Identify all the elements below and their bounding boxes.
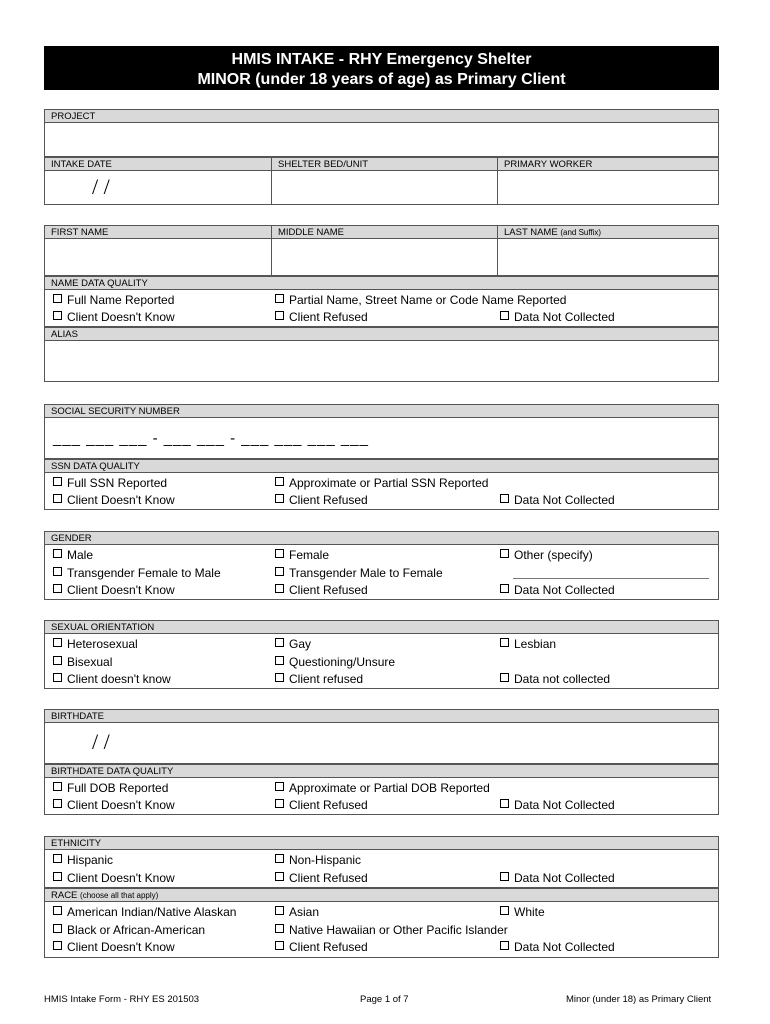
checkbox-icon	[53, 311, 62, 320]
ssn-quality-label: SSN DATA QUALITY	[44, 459, 719, 473]
first-name-label: FIRST NAME	[44, 225, 271, 239]
checkbox-icon	[53, 584, 62, 593]
shelter-bed-label: SHELTER BED/UNIT	[271, 157, 497, 171]
birthdate-slashes: / /	[92, 729, 110, 754]
checkbox-icon	[53, 673, 62, 682]
checkbox-option[interactable]	[500, 637, 556, 651]
gender-label: GENDER	[44, 531, 719, 545]
orientation-section	[44, 620, 719, 689]
option-label: Client Refused	[289, 493, 368, 507]
option-label: Approximate or Partial SSN Reported	[289, 476, 489, 490]
checkbox-icon	[275, 673, 284, 682]
checkbox-option[interactable]	[275, 853, 361, 867]
checkbox-icon	[275, 854, 284, 863]
checkbox-option[interactable]	[53, 655, 112, 669]
checkbox-icon	[53, 941, 62, 950]
checkbox-option[interactable]	[53, 493, 175, 507]
checkbox-icon	[500, 941, 509, 950]
checkbox-option[interactable]	[275, 293, 566, 307]
birthdate-quality-options	[44, 778, 719, 815]
race-label-note: (choose all that apply)	[80, 891, 159, 900]
option-label: Approximate or Partial DOB Reported	[289, 781, 490, 795]
option-label: Client refused	[289, 672, 364, 686]
option-label: Data Not Collected	[514, 940, 615, 954]
checkbox-icon	[53, 854, 62, 863]
birthdate-quality-label: BIRTHDATE DATA QUALITY	[44, 764, 719, 778]
option-label: Client Doesn't Know	[67, 493, 175, 507]
project-section	[44, 109, 719, 157]
checkbox-option[interactable]	[275, 672, 363, 686]
checkbox-icon	[53, 549, 62, 558]
footer-form-type: Minor (under 18) as Primary Client	[566, 994, 712, 1005]
option-label: Gay	[289, 637, 312, 651]
first-name-field[interactable]	[44, 239, 271, 276]
checkbox-icon	[275, 799, 284, 808]
checkbox-icon	[500, 673, 509, 682]
checkbox-option[interactable]	[275, 871, 368, 885]
option-label: Bisexual	[67, 655, 113, 669]
checkbox-option[interactable]	[500, 548, 593, 562]
checkbox-option[interactable]	[53, 566, 221, 580]
middle-name-label: MIDDLE NAME	[271, 225, 497, 239]
checkbox-icon	[275, 584, 284, 593]
option-label: Questioning/Unsure	[289, 655, 396, 669]
checkbox-option[interactable]	[275, 798, 368, 812]
checkbox-icon	[500, 638, 509, 647]
ssn-section	[44, 404, 719, 510]
project-label: PROJECT	[44, 109, 719, 123]
footer-page-number: Page 1 of 7	[360, 994, 409, 1005]
intake-date-label: INTAKE DATE	[44, 157, 271, 171]
shelter-bed-field[interactable]	[271, 171, 497, 205]
race-label	[44, 888, 719, 902]
name-quality-label: NAME DATA QUALITY	[44, 276, 719, 290]
option-label: Data not collected	[514, 672, 611, 686]
footer-form-id: HMIS Intake Form - RHY ES 201503	[44, 994, 200, 1005]
checkbox-icon	[53, 494, 62, 503]
checkbox-option[interactable]	[53, 637, 138, 651]
checkbox-option[interactable]	[53, 940, 175, 954]
checkbox-option[interactable]	[53, 548, 93, 562]
checkbox-option[interactable]	[500, 672, 610, 686]
checkbox-icon	[275, 477, 284, 486]
option-label: Client Doesn't Know	[67, 310, 175, 324]
intake-date-slashes: / /	[92, 174, 110, 199]
name-quality-options	[44, 290, 719, 327]
option-label: White	[514, 905, 545, 919]
checkbox-icon	[275, 494, 284, 503]
option-label: Client Refused	[289, 310, 368, 324]
checkbox-icon	[275, 311, 284, 320]
checkbox-option[interactable]	[275, 655, 395, 669]
checkbox-icon	[275, 549, 284, 558]
ssn-field[interactable]	[44, 418, 719, 459]
orientation-label: SEXUAL ORIENTATION	[44, 620, 719, 634]
gender-section	[44, 531, 719, 600]
alias-label: ALIAS	[44, 327, 719, 341]
option-label: Client Doesn't Know	[67, 798, 175, 812]
checkbox-option[interactable]	[275, 940, 368, 954]
checkbox-option[interactable]	[275, 781, 490, 795]
orientation-options	[44, 634, 719, 689]
ssn-quality-options	[44, 473, 719, 510]
middle-name-field[interactable]	[271, 239, 497, 276]
option-label: Full SSN Reported	[67, 476, 168, 490]
option-label: Client Refused	[289, 798, 368, 812]
race-label-text: RACE	[51, 890, 78, 901]
option-label: Non-Hispanic	[289, 853, 362, 867]
form-title: HMIS INTAKE - RHY Emergency Shelter	[231, 51, 532, 68]
checkbox-icon	[53, 924, 62, 933]
option-label: Client Doesn't Know	[67, 940, 175, 954]
option-label: Client Doesn't Know	[67, 583, 175, 597]
checkbox-option[interactable]	[275, 923, 508, 937]
option-label: Data Not Collected	[514, 493, 615, 507]
checkbox-option[interactable]	[275, 905, 319, 919]
checkbox-icon	[275, 294, 284, 303]
checkbox-option[interactable]	[275, 476, 488, 490]
checkbox-option[interactable]	[53, 905, 236, 919]
checkbox-icon	[53, 477, 62, 486]
option-label: Lesbian	[514, 637, 557, 651]
form-subtitle: MINOR (under 18 years of age) as Primary Client	[197, 71, 566, 88]
checkbox-icon	[53, 656, 62, 665]
checkbox-icon	[275, 567, 284, 576]
form-header	[44, 46, 719, 90]
option-label: Data Not Collected	[514, 871, 615, 885]
checkbox-option[interactable]	[275, 637, 311, 651]
checkbox-option[interactable]	[275, 310, 368, 324]
intake-date-field[interactable]	[44, 171, 271, 205]
option-label: Native Hawaiian or Other Pacific Islander	[289, 923, 508, 937]
checkbox-option[interactable]	[53, 923, 205, 937]
ethnicity-section	[44, 836, 719, 958]
checkbox-icon	[500, 906, 509, 915]
checkbox-option[interactable]	[53, 781, 168, 795]
last-name-label	[497, 225, 719, 239]
checkbox-icon	[500, 872, 509, 881]
option-label: Client doesn't know	[67, 672, 171, 686]
option-label: Data Not Collected	[514, 798, 615, 812]
birthdate-field[interactable]	[44, 723, 719, 764]
option-label: Black or African-American	[67, 923, 206, 937]
checkbox-icon	[53, 782, 62, 791]
other-specify-line[interactable]	[513, 578, 709, 579]
checkbox-option[interactable]	[275, 566, 443, 580]
option-label: Full Name Reported	[67, 293, 175, 307]
checkbox-option[interactable]	[500, 798, 615, 812]
project-field[interactable]	[44, 123, 719, 157]
option-label: Full DOB Reported	[67, 781, 169, 795]
option-label: Client Refused	[289, 940, 368, 954]
checkbox-icon	[275, 782, 284, 791]
checkbox-icon	[53, 799, 62, 808]
checkbox-option[interactable]	[53, 672, 171, 686]
ssn-label: SOCIAL SECURITY NUMBER	[44, 404, 719, 418]
checkbox-option[interactable]	[500, 493, 615, 507]
ethnicity-options	[44, 850, 719, 888]
checkbox-option[interactable]	[275, 548, 329, 562]
checkbox-icon	[275, 656, 284, 665]
option-label: Client Refused	[289, 583, 368, 597]
checkbox-option[interactable]	[500, 940, 615, 954]
option-label: Client Refused	[289, 871, 368, 885]
checkbox-option[interactable]	[53, 293, 174, 307]
checkbox-icon	[275, 872, 284, 881]
option-label: Other (specify)	[514, 548, 593, 562]
checkbox-option[interactable]	[53, 798, 175, 812]
race-options	[44, 902, 719, 958]
primary-worker-field[interactable]	[497, 171, 719, 205]
checkbox-icon	[53, 294, 62, 303]
option-label: American Indian/Native Alaskan	[67, 905, 237, 919]
option-label: Data Not Collected	[514, 583, 615, 597]
last-name-field[interactable]	[497, 239, 719, 276]
checkbox-icon	[500, 799, 509, 808]
checkbox-option[interactable]	[53, 853, 113, 867]
birthdate-section	[44, 709, 719, 815]
checkbox-icon	[53, 906, 62, 915]
option-label: Male	[67, 548, 94, 562]
checkbox-icon	[275, 638, 284, 647]
option-label: Data Not Collected	[514, 310, 615, 324]
birthdate-label: BIRTHDATE	[44, 709, 719, 723]
checkbox-icon	[500, 549, 509, 558]
option-label: Asian	[289, 905, 320, 919]
checkbox-icon	[275, 924, 284, 933]
checkbox-icon	[500, 494, 509, 503]
checkbox-icon	[275, 941, 284, 950]
ethnicity-label: ETHNICITY	[44, 836, 719, 850]
alias-field[interactable]	[44, 341, 719, 382]
checkbox-option[interactable]	[500, 310, 615, 324]
checkbox-option[interactable]	[275, 583, 368, 597]
name-section	[44, 225, 719, 382]
option-label: Partial Name, Street Name or Code Name Reported	[289, 293, 567, 307]
last-name-label-text: LAST NAME	[504, 227, 558, 238]
ssn-blanks: ___ ___ ___ - ___ ___ - ___ ___ ___ ___	[53, 430, 369, 447]
option-label: Female	[289, 548, 330, 562]
option-label: Transgender Male to Female	[289, 566, 443, 580]
checkbox-option[interactable]	[500, 905, 545, 919]
option-label: Hispanic	[67, 853, 114, 867]
checkbox-option[interactable]	[275, 493, 368, 507]
checkbox-option[interactable]	[53, 310, 175, 324]
gender-options	[44, 545, 719, 600]
checkbox-icon	[53, 872, 62, 881]
option-label: Transgender Female to Male	[67, 566, 221, 580]
checkbox-option[interactable]	[53, 871, 175, 885]
option-label: Heterosexual	[67, 637, 138, 651]
checkbox-option[interactable]	[500, 583, 615, 597]
checkbox-icon	[53, 567, 62, 576]
checkbox-option[interactable]	[500, 871, 615, 885]
checkbox-option[interactable]	[53, 583, 175, 597]
checkbox-option[interactable]	[53, 476, 167, 490]
checkbox-icon	[500, 584, 509, 593]
intake-section	[44, 157, 719, 205]
primary-worker-label: PRIMARY WORKER	[497, 157, 719, 171]
checkbox-icon	[500, 311, 509, 320]
last-name-suffix-note: (and Suffix)	[560, 228, 602, 237]
option-label: Client Doesn't Know	[67, 871, 175, 885]
checkbox-icon	[53, 638, 62, 647]
checkbox-icon	[275, 906, 284, 915]
